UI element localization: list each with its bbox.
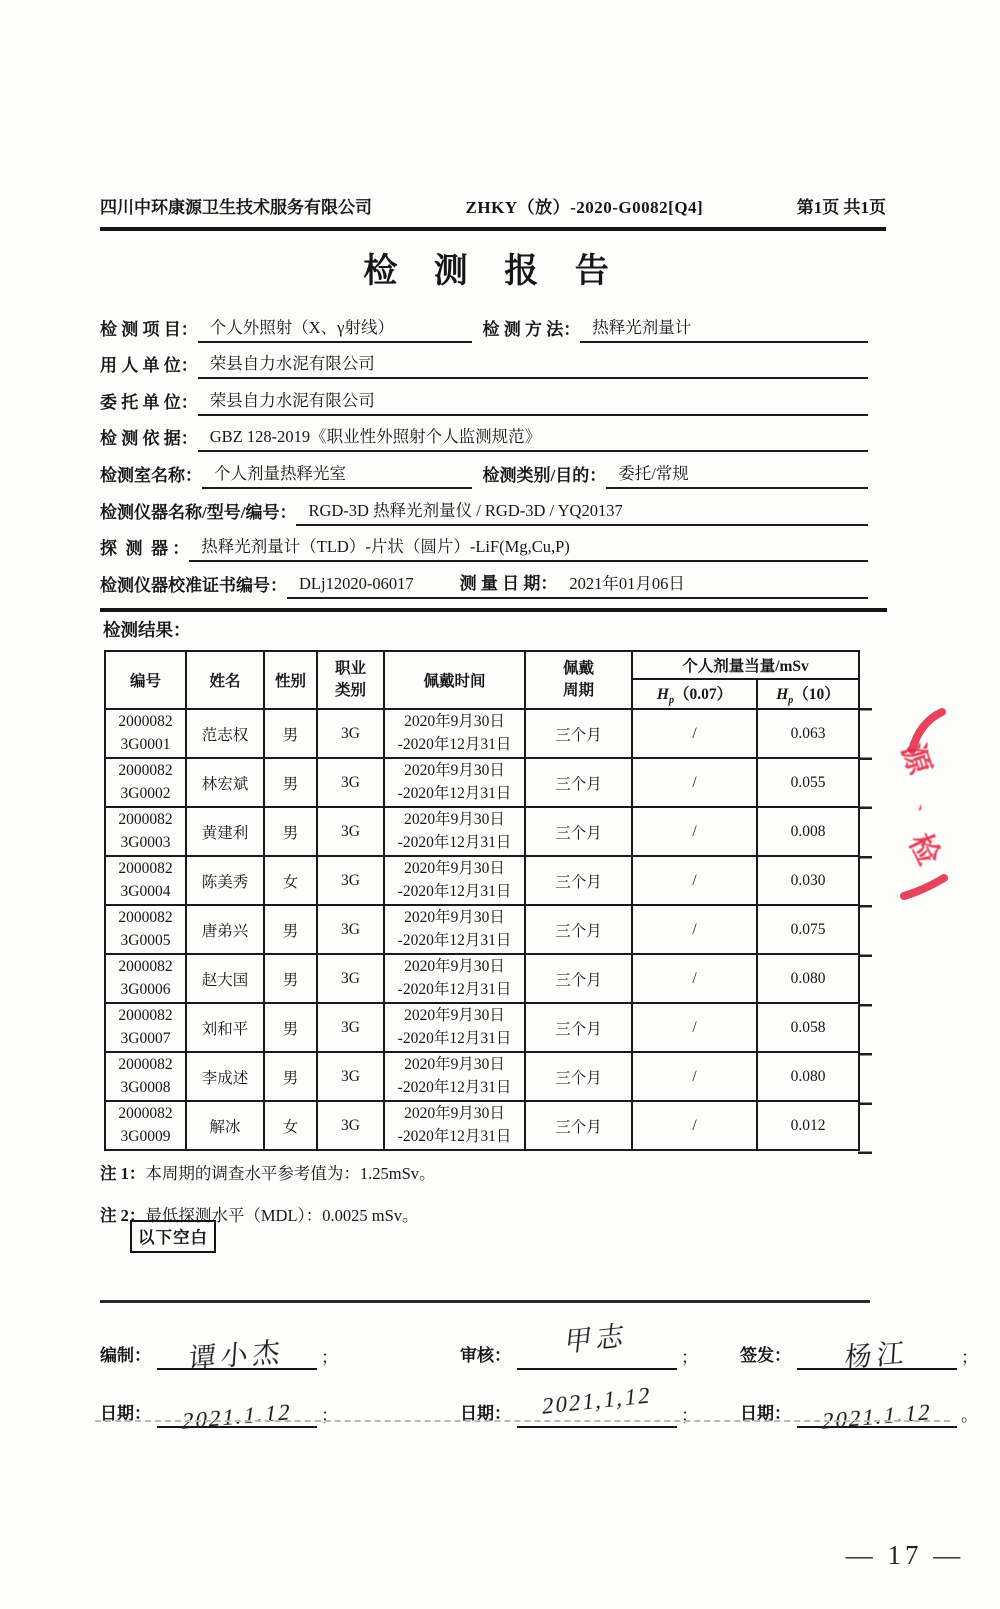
date-cell [460, 1382, 740, 1428]
column-header [317, 651, 384, 709]
column-header: 编号 [105, 651, 186, 709]
field-value: 热释光剂量计（TLD）-片状（圆片）-LiF(Mg,Cu,P) [189, 533, 868, 562]
blank-below-box: 以下空白 [130, 1220, 216, 1253]
field-label: 检测室名称： [100, 465, 202, 485]
field-label: 检 测 依 据： [100, 429, 198, 449]
report-number: ZHKY（放）-2020-G0082[Q4] [465, 198, 704, 217]
cell-hp007: / [632, 905, 757, 954]
cell-badge-id [105, 856, 186, 905]
field-value: 荣县自力水泥有限公司 [198, 387, 868, 416]
field-part [100, 497, 868, 526]
cell-hp007: / [632, 807, 757, 856]
red-seal-stamp [890, 698, 970, 908]
cell-cycle: 三个月 [525, 954, 632, 1003]
badge-id-line: 3G0001 [120, 735, 171, 753]
field-value: GBZ 128-2019《职业性外照射个人监测规范》 [198, 423, 868, 452]
wearing-period-line: 2020年9月30日 [404, 1105, 505, 1123]
field-label: 用 人 单 位： [100, 356, 198, 376]
report-title: 检 测 报 告 [363, 253, 623, 290]
meta-fields [100, 306, 868, 599]
cell-cycle: 三个月 [525, 905, 632, 954]
handwritten-date: 2021.1.12 [820, 1398, 934, 1435]
cell-hp10: 0.030 [757, 856, 859, 905]
cell-name: 李成述 [186, 1052, 264, 1101]
cell-badge-id [105, 807, 186, 856]
wearing-period-line: -2020年12月31日 [397, 735, 512, 753]
wearing-period-line: -2020年12月31日 [397, 1127, 512, 1145]
scan-artifact-ticks [858, 708, 872, 1154]
cell-wearing-period [384, 1052, 525, 1101]
table-row [105, 1003, 859, 1052]
field-row [100, 489, 868, 526]
handwritten-signature: 谭小杰 [187, 1336, 286, 1374]
badge-id-line: 2000082 [118, 762, 173, 780]
badge-id-line: 3G0005 [120, 931, 171, 949]
cell-job-class: 3G [317, 1003, 384, 1052]
signature-punctuation: ； [321, 1348, 338, 1367]
document-header [100, 193, 886, 231]
cell-wearing-period [384, 1101, 525, 1150]
hp-symbol: H [656, 685, 669, 703]
column-header: 佩戴时间 [384, 651, 525, 709]
badge-id-line: 2000082 [118, 713, 173, 731]
cell-wearing-period [384, 1003, 525, 1052]
field-value: RGD-3D 热释光剂量仪 / RGD-3D / YQ20137 [296, 497, 868, 526]
badge-id-line: 2000082 [118, 1007, 173, 1025]
cell-cycle: 三个月 [525, 709, 632, 758]
wearing-period-line: 2020年9月30日 [404, 1007, 505, 1025]
field-part [482, 314, 868, 343]
signature-line [517, 1320, 677, 1370]
cell-badge-id [105, 758, 186, 807]
wearing-period-line: 2020年9月30日 [404, 811, 505, 829]
handwritten-date: 2021,1,12 [541, 1382, 654, 1419]
field-label: 检测仪器校准证书编号： [100, 575, 287, 595]
badge-id-line: 3G0008 [120, 1078, 171, 1096]
cell-job-class: 3G [317, 709, 384, 758]
column-header [525, 651, 632, 709]
signature-cell [100, 1330, 460, 1374]
field-row [100, 379, 868, 416]
field-label: 检 测 项 目： [100, 319, 198, 339]
cell-sex: 男 [264, 758, 317, 807]
field-label: 探 测 器 ： [100, 539, 190, 559]
note-label: 注 2： [100, 1206, 146, 1225]
cell-job-class: 3G [317, 954, 384, 1003]
signature-name-row [100, 1312, 978, 1374]
cell-hp10: 0.063 [757, 709, 859, 758]
dose-group-header: 个人剂量当量/mSv [632, 651, 859, 679]
badge-id-line: 3G0003 [120, 833, 171, 851]
field-label: 检 测 方 法： [482, 319, 581, 339]
cell-hp10: 0.055 [757, 758, 859, 807]
handwritten-signature: 杨江 [843, 1337, 910, 1373]
badge-id-line: 2000082 [118, 1105, 173, 1123]
table-row [105, 709, 859, 758]
hp-argument: （10） [793, 685, 840, 703]
field-row [100, 343, 868, 380]
cell-badge-id [105, 905, 186, 954]
field-row [100, 526, 868, 563]
cell-hp10: 0.080 [757, 1052, 859, 1101]
cell-hp007: / [632, 709, 757, 758]
field-part [100, 569, 868, 599]
cell-hp007: / [632, 1101, 757, 1150]
note-text: 最低探测水平（MDL）：0.0025 mSv。 [145, 1206, 419, 1225]
cell-hp007: / [632, 758, 757, 807]
cell-hp007: / [632, 1052, 757, 1101]
cell-name: 赵大国 [186, 954, 264, 1003]
cell-sex: 女 [264, 856, 317, 905]
cell-badge-id [105, 1101, 186, 1150]
cell-sex: 男 [264, 1052, 317, 1101]
cell-hp007: / [632, 856, 757, 905]
cell-hp10: 0.075 [757, 905, 859, 954]
field-part [100, 314, 472, 343]
date-line [517, 1382, 677, 1428]
hp-subscript: p [788, 695, 794, 707]
badge-id-line: 2000082 [118, 860, 173, 878]
field-value: 荣县自力水泥有限公司 [198, 350, 868, 379]
cell-job-class: 3G [317, 807, 384, 856]
date-line [797, 1388, 957, 1435]
field-underline-zone [287, 569, 868, 599]
field-part [100, 533, 868, 562]
stamp-char-mid: 、 [914, 799, 938, 822]
date-cell [100, 1388, 460, 1435]
wearing-period-line: -2020年12月31日 [397, 980, 512, 998]
cell-job-class: 3G [317, 758, 384, 807]
field-part [100, 350, 868, 379]
company-name: 四川中环康源卫生技术服务有限公司 [100, 198, 372, 217]
table-row [105, 954, 859, 1003]
date-label: 日期： [100, 1404, 151, 1423]
column-header: 性别 [264, 651, 317, 709]
field-part [100, 423, 868, 452]
table-row [105, 856, 859, 905]
cell-cycle: 三个月 [525, 807, 632, 856]
cell-hp007: / [632, 1003, 757, 1052]
page-number: — 17 — [845, 1540, 965, 1570]
date-cell [740, 1388, 978, 1435]
cell-hp10: 0.012 [757, 1101, 859, 1150]
cell-sex: 男 [264, 709, 317, 758]
signature-block [100, 1312, 978, 1435]
dose-subcolumn-header [632, 679, 757, 709]
note-line [100, 1160, 800, 1184]
field-label: 检测类别/目的： [482, 465, 607, 485]
cell-name: 解冰 [186, 1101, 264, 1150]
date-punctuation: 。 [961, 1406, 978, 1425]
field-label: 测 量 日 期： [459, 573, 558, 593]
cell-wearing-period [384, 807, 525, 856]
column-header-line: 佩戴 [562, 659, 594, 677]
field-label: 委 托 单 位： [100, 392, 198, 412]
hp-symbol: H [776, 685, 789, 703]
stamp-arcs [890, 698, 970, 908]
note-label: 注 1： [100, 1164, 146, 1183]
badge-id-line: 2000082 [118, 811, 173, 829]
signature-role-label: 审核： [460, 1346, 511, 1365]
field-part [100, 460, 472, 489]
cell-name: 刘和平 [186, 1003, 264, 1052]
field-value: 个人剂量热释光室 [202, 460, 472, 489]
table-row [105, 1101, 859, 1150]
cell-wearing-period [384, 954, 525, 1003]
table-row [105, 1052, 859, 1101]
field-row [100, 452, 868, 489]
cell-cycle: 三个月 [525, 1003, 632, 1052]
cell-cycle: 三个月 [525, 758, 632, 807]
cell-sex: 男 [264, 954, 317, 1003]
faint-dashed-line [95, 1420, 950, 1422]
cell-badge-id [105, 709, 186, 758]
field-label: 检测仪器名称/型号/编号： [100, 502, 297, 522]
cell-sex: 男 [264, 807, 317, 856]
field-value: 2021年01月06日 [569, 573, 685, 593]
cell-job-class: 3G [317, 1101, 384, 1150]
signature-divider [100, 1300, 870, 1303]
wearing-period-line: 2020年9月30日 [404, 958, 505, 976]
date-punctuation: ； [681, 1406, 698, 1425]
column-header-line: 周期 [562, 682, 594, 699]
results-table-wrap [104, 650, 858, 1151]
signature-line [797, 1330, 957, 1373]
handwritten-signature: 甲志 [563, 1320, 631, 1358]
signature-cell [460, 1320, 740, 1370]
badge-id-line: 2000082 [118, 958, 173, 976]
wearing-period-line: 2020年9月30日 [404, 909, 505, 927]
hp-argument: （0.07） [673, 685, 733, 703]
cell-badge-id [105, 1052, 186, 1101]
cell-wearing-period [384, 905, 525, 954]
cell-badge-id [105, 954, 186, 1003]
field-part [100, 387, 868, 416]
field-value: DLj12020-06017 [299, 573, 414, 593]
cell-job-class: 3G [317, 856, 384, 905]
badge-id-line: 3G0006 [120, 980, 171, 998]
stamp-char-top: 源 [895, 739, 936, 779]
wearing-period-line: 2020年9月30日 [404, 762, 505, 780]
section-divider [100, 608, 887, 612]
table-row [105, 758, 859, 807]
field-value: 委托/常规 [606, 460, 868, 489]
cell-sex: 女 [264, 1101, 317, 1150]
table-row [105, 807, 859, 856]
cell-wearing-period [384, 709, 525, 758]
cell-name: 唐弟兴 [186, 905, 264, 954]
cell-job-class: 3G [317, 905, 384, 954]
signature-line [157, 1330, 317, 1374]
hp-subscript: p [668, 695, 674, 707]
results-section-label: 检测结果： [103, 620, 191, 640]
column-header-line: 类别 [334, 682, 366, 699]
dose-subcolumn-header [757, 679, 859, 709]
page-info: 第1页 共1页 [796, 198, 886, 217]
cell-name: 林宏斌 [186, 758, 264, 807]
date-label: 日期： [740, 1404, 791, 1423]
field-row [100, 306, 868, 343]
field-row [100, 416, 868, 453]
date-line [157, 1388, 317, 1435]
cell-cycle: 三个月 [525, 1052, 632, 1101]
handwritten-date: 2021.1.12 [180, 1398, 294, 1435]
cell-wearing-period [384, 856, 525, 905]
wearing-period-line: -2020年12月31日 [397, 784, 512, 802]
badge-id-line: 3G0007 [120, 1029, 171, 1047]
cell-badge-id [105, 1003, 186, 1052]
table-row [105, 905, 859, 954]
cell-hp10: 0.080 [757, 954, 859, 1003]
cell-hp10: 0.058 [757, 1003, 859, 1052]
note-text: 本周期的调查水平参考值为：1.25mSv。 [145, 1164, 436, 1183]
signature-role-label: 编制： [100, 1346, 151, 1365]
badge-id-line: 3G0004 [120, 882, 171, 900]
date-label: 日期： [460, 1404, 511, 1423]
cell-sex: 男 [264, 1003, 317, 1052]
cell-name: 范志权 [186, 709, 264, 758]
signature-role-label: 签发： [740, 1346, 791, 1365]
table-header-row [105, 651, 859, 679]
signature-cell [740, 1330, 978, 1373]
wearing-period-line: -2020年12月31日 [397, 1029, 512, 1047]
cell-name: 黄建利 [186, 807, 264, 856]
signature-punctuation: ； [961, 1348, 978, 1367]
wearing-period-line: 2020年9月30日 [404, 860, 505, 878]
column-header-line: 职业 [334, 659, 366, 677]
wearing-period-line: 2020年9月30日 [404, 1056, 505, 1074]
cell-hp10: 0.008 [757, 807, 859, 856]
cell-hp007: / [632, 954, 757, 1003]
results-table [104, 650, 860, 1151]
wearing-period-line: -2020年12月31日 [397, 1078, 512, 1096]
column-header: 姓名 [186, 651, 264, 709]
badge-id-line: 3G0009 [120, 1127, 171, 1145]
field-row [100, 562, 868, 599]
field-part [482, 460, 868, 489]
field-value: 个人外照射（X、γ射线） [198, 314, 473, 343]
wearing-period-line: -2020年12月31日 [397, 882, 512, 900]
wearing-period-line: -2020年12月31日 [397, 931, 512, 949]
badge-id-line: 3G0002 [120, 784, 171, 802]
date-punctuation: ； [321, 1406, 338, 1425]
wearing-period-line: 2020年9月30日 [404, 713, 505, 731]
cell-job-class: 3G [317, 1052, 384, 1101]
wearing-period-line: -2020年12月31日 [397, 833, 512, 851]
cell-cycle: 三个月 [525, 856, 632, 905]
badge-id-line: 2000082 [118, 909, 173, 927]
cell-name: 陈美秀 [186, 856, 264, 905]
badge-id-line: 2000082 [118, 1056, 173, 1074]
signature-punctuation: ； [681, 1348, 698, 1367]
cell-cycle: 三个月 [525, 1101, 632, 1150]
cell-sex: 男 [264, 905, 317, 954]
stamp-char-bottom: 检 [902, 828, 946, 871]
cell-wearing-period [384, 758, 525, 807]
field-value: 热释光剂量计 [580, 314, 868, 343]
